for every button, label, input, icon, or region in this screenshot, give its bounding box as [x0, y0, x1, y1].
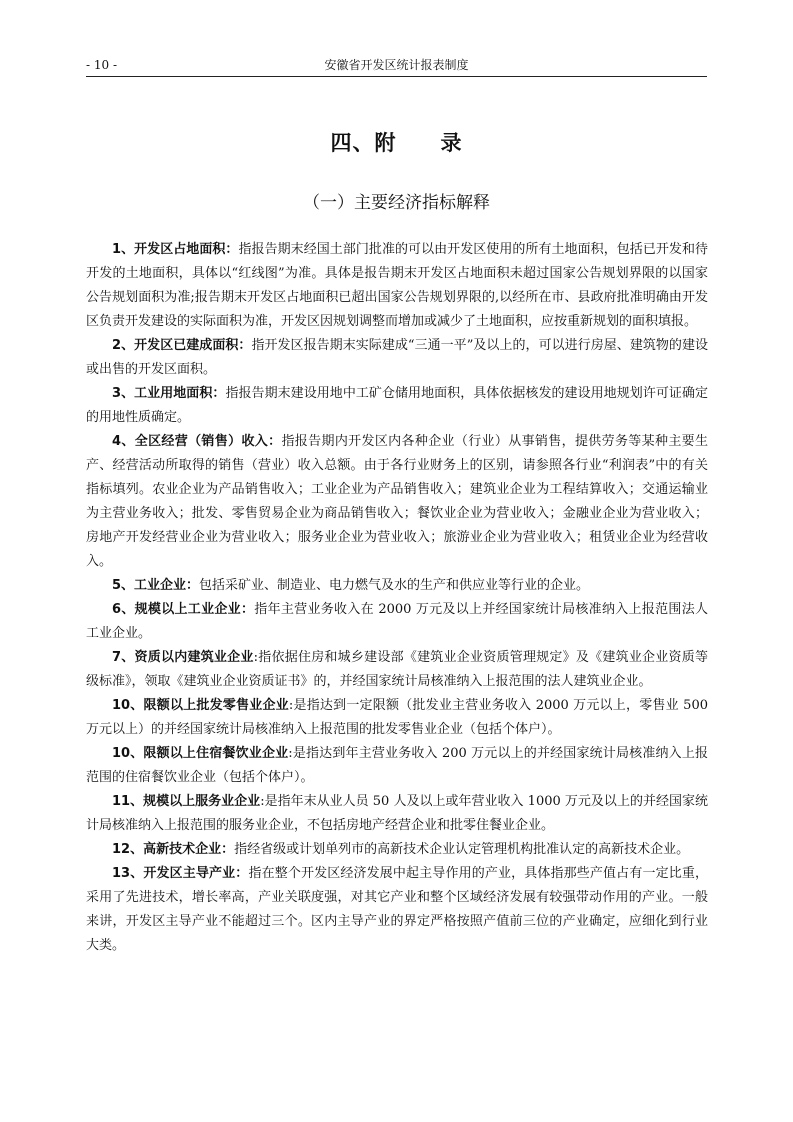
definition-term: 1、开发区占地面积：	[112, 242, 239, 257]
page-header	[86, 58, 707, 77]
section-title: 四、附 录	[330, 131, 463, 155]
definition-text: 指报告期内开发区内各种企业（行业）从事销售，提供劳务等某种主要生产、经营活动所取得的销售（营业）收入总额。由于各行业财务上的区别，请参照各行业“利润表”中的有关指标填列。农业企业为产品销售收入；工业企业为产品销售收入；建筑业企业为工程结算收入；交通运输业为主营业务收入；批发、零售贸易企业为商品销售收入；餐饮业企业为营业收入；金融业企业为营业收入；房地产开发经营业企业为营业收入；服务业企业为营业收入；旅游业企业为营业收入；租赁业企业为经营收入。	[86, 434, 708, 569]
page-number: - 10 -	[86, 58, 118, 72]
definition-paragraph	[86, 694, 708, 742]
definitions-body	[86, 238, 708, 958]
definition-term: 6、规模以上工业企业：	[112, 602, 255, 617]
definition-term: 13、开发区主导产业：	[112, 866, 249, 881]
definition-text: :指依据住房和城乡建设部《建筑业企业资质管理规定》及《建筑业企业资质等级标准》，领取《建筑业企业资质证书》的，并经国家统计局核准纳入上报范围的法人建筑业企业。	[86, 650, 709, 689]
running-title: 安徽省开发区统计报表制度	[324, 58, 469, 72]
definition-text: 指报告期末建设用地中工矿仓储用地面积，具体依据核发的建设用地规划许可证确定的用地性质确定。	[86, 386, 708, 425]
definition-term: 10、限额以上批发零售业企业	[112, 698, 289, 713]
definition-term: 7、资质以内建筑业企业	[112, 650, 254, 665]
definition-paragraph	[86, 574, 708, 598]
definition-paragraph	[86, 862, 708, 958]
definition-paragraph	[86, 430, 708, 574]
definition-term: 10、限额以上住宿餐饮业企业	[112, 746, 289, 761]
definition-term: 4、全区经营（销售）收入：	[112, 434, 282, 449]
definition-paragraph	[86, 646, 708, 694]
definition-text: 指开发区报告期末实际建成“三通一平”及以上的，可以进行房屋、建筑物的建设或出售的开发区面积。	[86, 338, 709, 377]
definition-text: 指在整个开发区经济发展中起主导作用的产业，具体指那些产值占有一定比重，采用了先进技术，增长率高，产业关联度强，对其它产业和整个区域经济发展有较强带动作用的产业。一般来讲，开发区主导产业不能超过三个。区内主导产业的界定严格按照产值前三位的产业确定，应细化到行业大类。	[86, 866, 708, 953]
definition-term: 11、规模以上服务业企业	[112, 794, 261, 809]
definition-paragraph	[86, 742, 708, 790]
definition-text: :是指达到一定限额（批发业主营业务收入 2000 万元以上，零售业 500 万元以上）的并经国家统计局核准纳入上报范围的批发零售业企业（包括个体户）。	[86, 698, 708, 737]
definition-paragraph	[86, 334, 708, 382]
definition-paragraph	[86, 598, 708, 646]
definition-text: :是指年末从业人员 50 人及以上或年营业收入 1000 万元及以上的并经国家统计局核准纳入上报范围的服务业企业，不包括房地产经营企业和批零住餐业企业。	[86, 794, 708, 833]
definition-paragraph	[86, 790, 708, 838]
definition-text: :是指达到年主营业务收入 200 万元以上的并经国家统计局核准纳入上报范围的住宿餐饮业企业（包括个体户）。	[86, 746, 708, 785]
definition-text: 包括采矿业、制造业、电力燃气及水的生产和供应业等行业的企业。	[199, 578, 590, 593]
definition-text: 指报告期末经国土部门批准的可以由开发区使用的所有土地面积，包括已开发和待开发的土地面积，具体以“红线图”为准。具体是报告期末开发区占地面积未超过国家公告规划界限的以国家公告规划面积为准;报告期末开发区占地面积已超出国家公告规划界限的,以经所在市、县政府批准明确由开发区负责开发建设的实际面积为准，开发区因规划调整而增加或减少了土地面积，应按重新规划的面积填报。	[86, 242, 708, 329]
definition-paragraph	[86, 238, 708, 334]
subsection-title: （一）主要经济指标解释	[303, 193, 490, 213]
definition-term: 5、工业企业：	[112, 578, 200, 593]
definition-term: 12、高新技术企业：	[112, 842, 235, 857]
definition-term: 3、工业用地面积：	[112, 386, 226, 401]
definition-paragraph	[86, 838, 708, 862]
definition-text: 指年主营业务收入在 2000 万元及以上并经国家统计局核准纳入上报范围法人工业企业。	[86, 602, 709, 641]
definition-term: 2、开发区已建成面积：	[112, 338, 252, 353]
definition-paragraph	[86, 382, 708, 430]
definition-text: 指经省级或计划单列市的高新技术企业认定管理机构批准认定的高新技术企业。	[234, 842, 690, 857]
